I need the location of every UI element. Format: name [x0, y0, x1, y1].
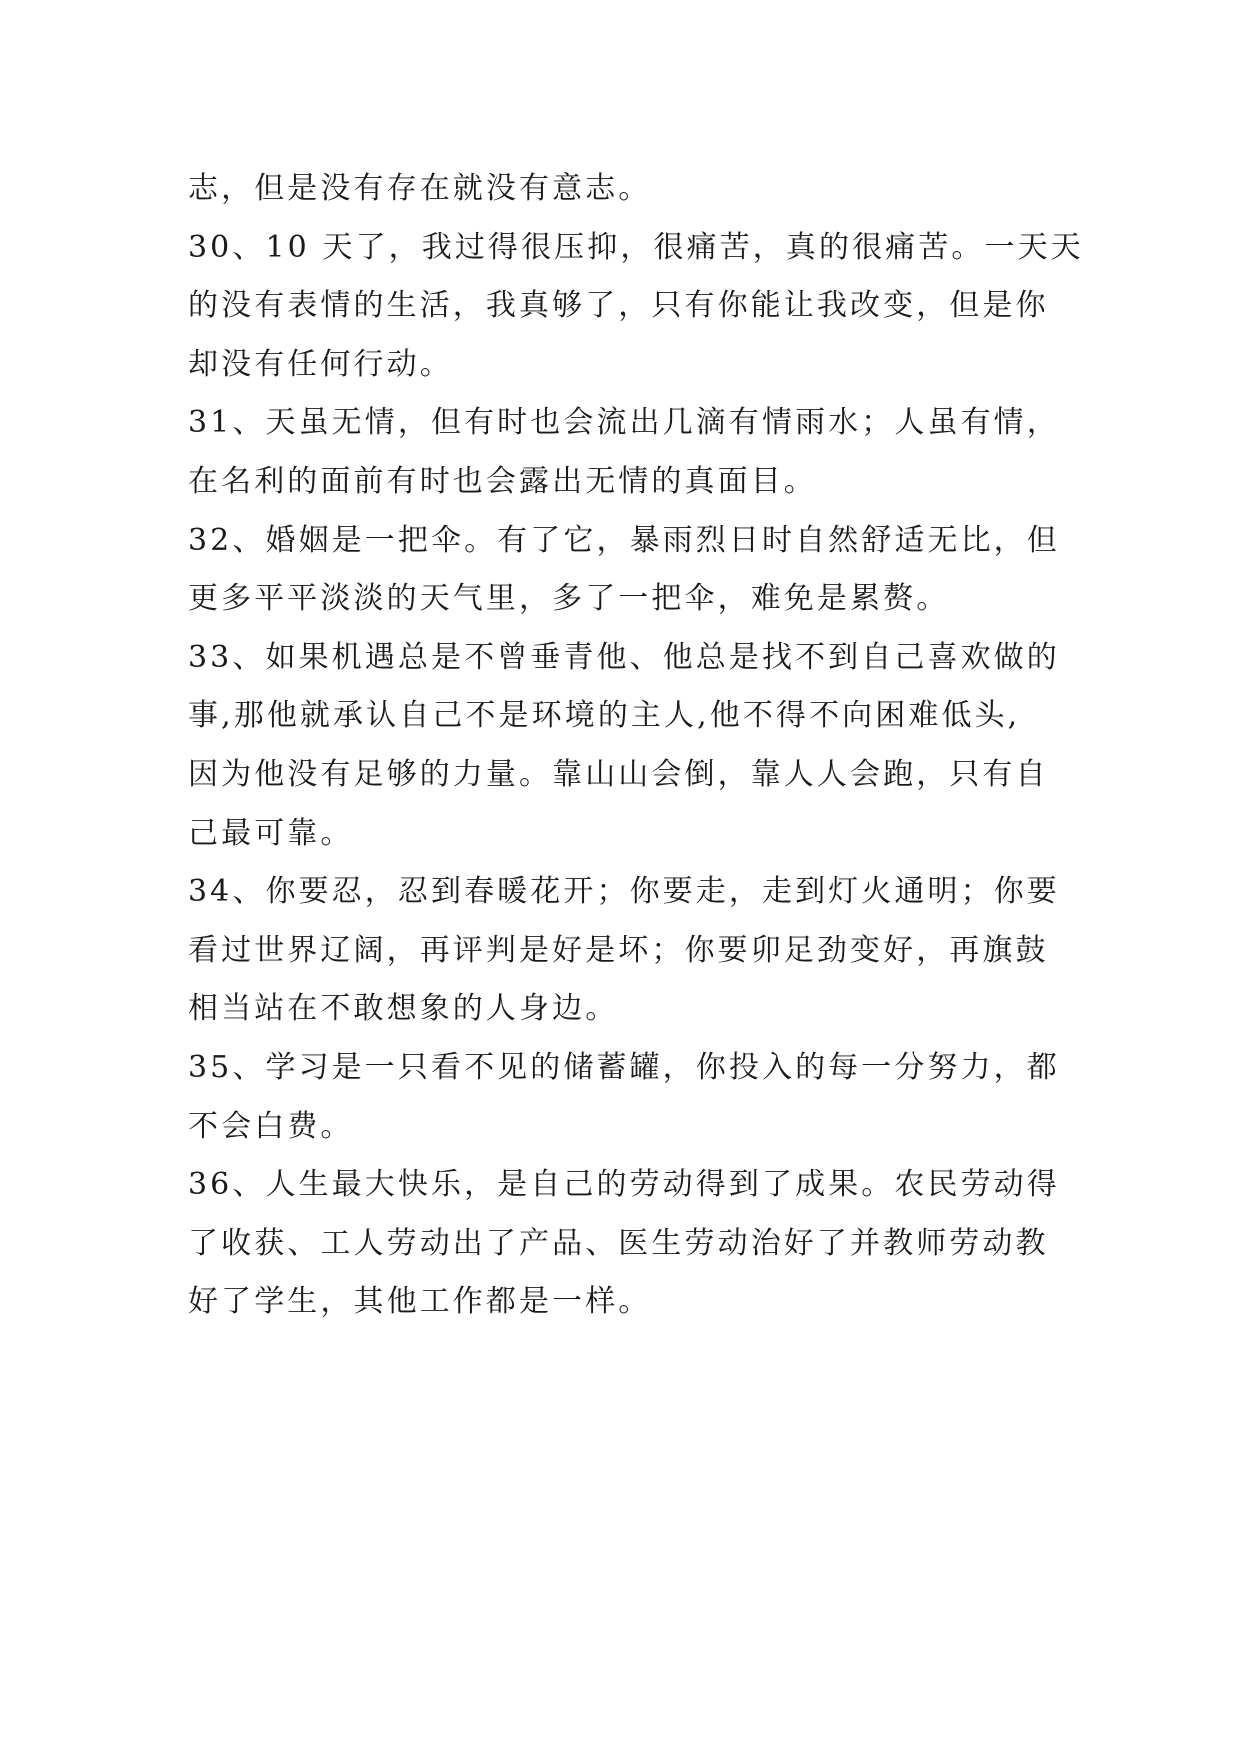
- text-line: 34、你要忍，忍到春暖花开；你要走，走到灯火通明；你要: [188, 874, 1060, 910]
- text-line: 好了学生，其他工作都是一样。: [188, 1284, 652, 1320]
- text-line: 更多平平淡淡的天气里，多了一把伞，难免是累赘。: [188, 581, 950, 617]
- text-line: 33、如果机遇总是不曾垂青他、他总是找不到自己喜欢做的: [188, 639, 1060, 675]
- text-line: 看过世界辽阔，再评判是好是坏；你要卯足劲变好，再旗鼓: [188, 932, 1049, 968]
- text-line: 36、人生最大快乐，是自己的劳动得到了成果。农民劳动得: [188, 1167, 1060, 1203]
- text-line: 35、学习是一只看不见的储蓄罐，你投入的每一分努力，都: [188, 1049, 1060, 1085]
- text-line: 在名利的面前有时也会露出无情的真面目。: [188, 463, 817, 499]
- text-line: 却没有任何行动。: [188, 346, 453, 382]
- text-line: 31、天虽无情，但有时也会流出几滴有情雨水；人虽有情，: [188, 405, 1060, 441]
- text-line: 30、10 天了，我过得很压抑，很痛苦，真的很痛苦。一天天: [188, 229, 1084, 265]
- text-line: 的没有表情的生活，我真够了，只有你能让我改变，但是你: [188, 288, 1049, 324]
- text-line: 志，但是没有存在就没有意志。: [188, 171, 652, 206]
- text-line: 相当站在不敢想象的人身边。: [188, 991, 619, 1027]
- text-line: 32、婚姻是一把伞。有了它，暴雨烈日时自然舒适无比，但: [188, 522, 1060, 558]
- document-body: [188, 160, 1084, 1332]
- text-line: 不会白费。: [188, 1108, 354, 1144]
- text-line: 因为他没有足够的力量。靠山山会倒，靠人人会跑，只有自: [188, 756, 1049, 792]
- text-line: 己最可靠。: [188, 815, 354, 851]
- text-line: 事,那他就承认自己不是环境的主人,他不得不向困难低头,: [188, 698, 1021, 734]
- text-line: 了收获、工人劳动出了产品、医生劳动治好了并教师劳动教: [188, 1225, 1049, 1261]
